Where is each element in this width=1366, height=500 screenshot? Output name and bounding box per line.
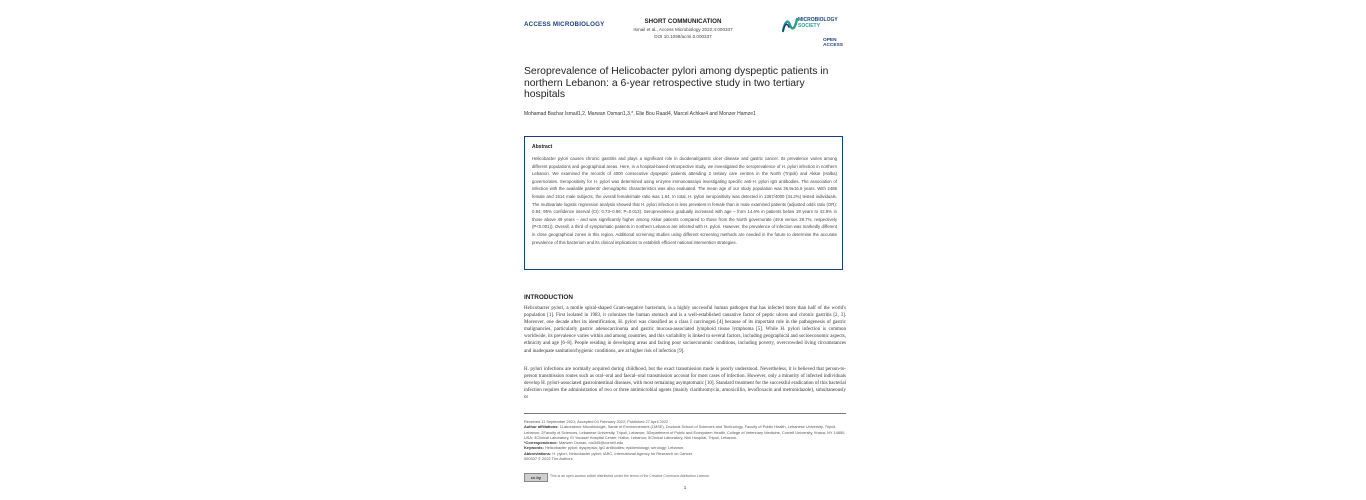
affiliations-text: 1Laboratoire Microbiologie, Santé et Environnement (LMSE), Doctoral School of Sciences and Technology, Faculty of Public Health, Lebanese University, Tripoli, Lebanon; 2Faculty of Sciences, Lebanese University, Tripoli, Lebanon; 3Department of Public and Ecosystem Health, College of Veterinary Medicine, Cornell University, Ithaca, NY 14850, USA; 4Clinical Laboratory, El Youssef Hospital Center, Halba, Lebanon; 5Clinical Laboratory, Nini Hospital, Tripoli, Lebanon. bbox=[524, 424, 846, 440]
abstract-box bbox=[524, 136, 843, 270]
article-code: 000337 © 2022 The Authors bbox=[524, 456, 573, 462]
author-list: Mohamad Bachar Ismail1,2, Marwan Osman1,3,*, Elie Bou Raad4, Marcel Achkar4 and Monzer Hamze1 bbox=[524, 111, 756, 117]
keywords-text: Helicobacter pylori; dyspepsia; IgG antibodies; epidemiology; serology; Lebanon. bbox=[544, 445, 685, 451]
correspondence-label: *Correspondence: bbox=[524, 440, 558, 446]
abbreviations-text: H. pylori, Helicobacter pylori; IARC, International Agency for Research on Cancer. bbox=[552, 450, 693, 456]
journal-name: ACCESS MICROBIOLOGY bbox=[524, 21, 605, 28]
abstract-text: Helicobacter pylori causes chronic gastritis and plays a significant role in duodenal/gastric ulcer disease and gastric cancer. Its prevalence varies among different populations and geographical areas. Here, in a hospital-based retrospective study, we investigated the seroprevalence of H. pylori infection in northern Lebanon. We examined the records of 4000 consecutive dyspeptic patients attending 2 tertiary care centres in the North (Tripoli) and Akkar (Halba) governorates. Seropositivity for H. pylori was determined using enzyme immunoassays investigating specific anti-H. pylori IgG antibodies. The association of infection with the available patients' demographic characteristics was also evaluated. The mean age of our study population was 36.9±16.6 years. With 2486 female and 1514 male subjects, the overall female/male ratio was 1.64. In total, H. pylori seropositivity was detected in 1367/4000 (34.2%) tested individuals. The multivariate logistic regression analysis showed that H. pylori infection is less prevalent in female than in male examined patients (adjusted odds ratio (OR): 0.84; 95% confidence interval (CI): 0.73–0.96; P=0.013). Seroprevalence gradually increased with age – from 14.6% in patients below 18 years to 42.9% in those above 49 years – and was significantly higher among Akkar patients compared to those from the North governorate (49.6 versus 28.7%, respectively (P<0.001)). Overall, a third of symptomatic patients in northern Lebanon are infected with H. pylori. However, the prevalence of infection was markedly different in close geographical zones in this region. Additional screening studies using different screening methods are needed in the future to determine the accurate prevalence of this bacterium and its clinical implications to establish efficient national intervention strategies. bbox=[532, 156, 837, 245]
introduction-paragraph-1: Helicobacter pylori, a motile spiral-shaped Gram-negative bacterium, is a highly successful human pathogen that has infected more than half of the world's population [1]. First isolated in 1983, it colonizes the human stomach and is a well-established causative factor of peptic ulcers and chronic gastritis [2, 3]. Moreover, one decade after its identification, H. pylori was classified as a class I carcinogen [4] because of its important role in the pathogenesis of gastric malignancies, particularly gastric adenocarcinoma and gastric mucosa-associated lymphoid tissue lymphoma [5]. While H. pylori infection is common worldwide, its prevalence varies within and among countries, and this variability is linked to several factors, including geographical and socioeconomic aspects, ethnicity and age [6–8]. People residing in developing areas and facing poor socioeconomic conditions, including poverty, overcrowded living circumstances and inadequate sanitation/hygienic conditions, are at higher risk of infection [9]. bbox=[524, 306, 846, 354]
license-text: This is an open-access article distributed under the terms of the Creative Commons Attribution License. bbox=[550, 474, 710, 478]
affiliations-label: Author affiliations: bbox=[524, 424, 559, 430]
abbreviations-label: Abbreviations: bbox=[524, 450, 552, 456]
logo-line2: SOCIETY bbox=[798, 22, 820, 29]
correspondence-email[interactable]: Marwan Osman, mo345@cornell.edu bbox=[558, 440, 624, 446]
footnotes bbox=[524, 419, 846, 461]
logo-line1: MICROBIOLOGY bbox=[798, 17, 838, 23]
cc-license-badge[interactable]: cc by bbox=[524, 473, 548, 482]
paper-page bbox=[523, 0, 847, 500]
affiliations bbox=[524, 424, 846, 440]
article-type: SHORT COMMUNICATION bbox=[644, 18, 722, 25]
article-citation: Ismail et al., Access Microbiology 2022;4:000337 bbox=[633, 26, 733, 32]
open-access-badge: OPEN ACCESS bbox=[823, 38, 843, 48]
page-number: 1 bbox=[683, 485, 687, 490]
keywords-label: Keywords: bbox=[524, 445, 544, 451]
paper-title: Seroprevalence of Helicobacter pylori among dyspeptic patients in northern Lebanon: a 6-year retrospective study in two tertiary hospitals bbox=[524, 66, 829, 101]
introduction-paragraph-2: H. pylori infections are normally acquired during childhood, but the exact transmission mode is poorly understood. Nevertheless, it is believed that person-to-person transmission routes such as oral–oral and faecal–oral transmission account for most cases of infection. However, only a minority of infected individuals develop H. pylori-associated gastrointestinal diseases, with most remaining asymptomatic [10]. Standard treatment for the successful eradication of this bacterial infection requires the administration of two or three antimicrobial agents (mainly clarithromycin, amoxicillin, levofloxacin and metronidazole), simultaneously or bbox=[524, 367, 846, 401]
logo-wordmark bbox=[798, 18, 838, 29]
article-doi[interactable]: DOI 10.1099/acmi.0.000337 bbox=[654, 34, 712, 39]
received-dates: Received 11 September 2021; Accepted 04 February 2022; Published 27 April 2022 bbox=[524, 419, 669, 424]
footnote-divider bbox=[524, 413, 846, 414]
article-header bbox=[583, 18, 783, 41]
introduction-heading: INTRODUCTION bbox=[524, 294, 573, 301]
abstract-heading: Abstract bbox=[532, 144, 553, 150]
society-logo-icon bbox=[782, 17, 798, 33]
